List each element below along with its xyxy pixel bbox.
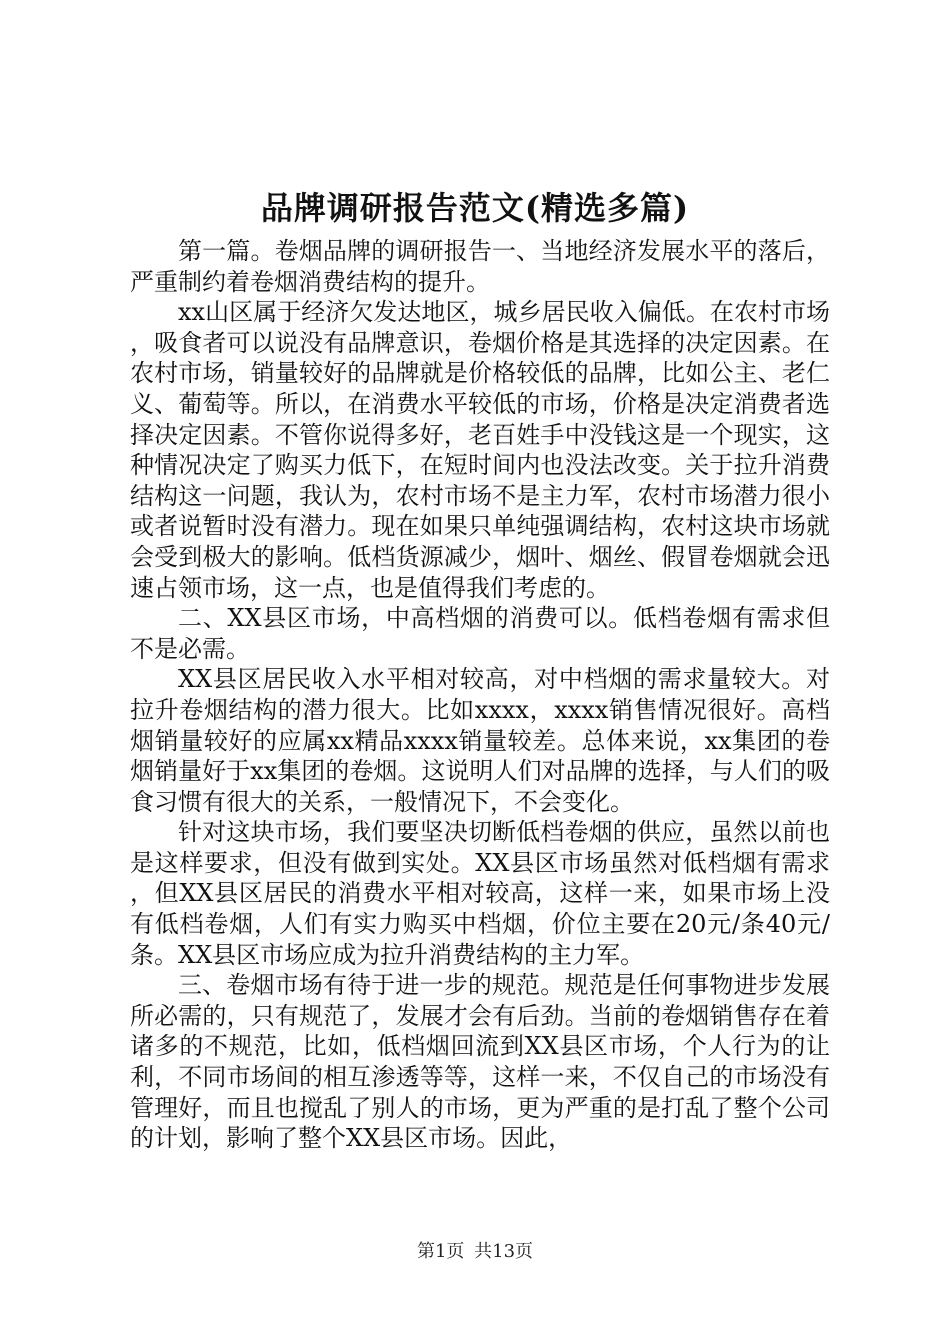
paragraph-5: 针对这块市场，我们要坚决切断低档卷烟的供应，虽然以前也是这样要求，但没有做到实处。XX县区市场虽然对低档烟有需求，但XX县区居民的消费水平相对较高，这样一来，如果市场上没有低档卷烟，人们有实力购买中档烟，价位主要在20元/条40元/条。XX县区市场应成为拉升消费结构的主力军。	[130, 818, 830, 969]
paragraph-6: 三、卷烟市场有待于进一步的规范。规范是任何事物进步发展所必需的，只有规范了，发展才会有后劲。当前的卷烟销售存在着诸多的不规范，比如，低档烟回流到XX县区市场，个人行为的让利，不同市场间的相互渗透等等，这样一来，不仅自己的市场没有管理好，而且也搅乱了别人的市场，更为严重的是打乱了整个公司的计划，影响了整个XX县区市场。因此，	[130, 971, 830, 1153]
page-total: 共13页	[474, 1241, 534, 1262]
paragraph-3: 二、XX县区市场，中高档烟的消费可以。低档卷烟有需求但不是必需。	[130, 604, 830, 663]
page-number: 第1页	[416, 1241, 465, 1262]
paragraph-4: XX县区居民收入水平相对较高，对中档烟的需求量较大。对拉升卷烟结构的潜力很大。比如xxxx，xxxx销售情况很好。高档烟销量较好的应属xx精品xxxx销量较差。总体来说，xx集团的卷烟销量好于xx集团的卷烟。这说明人们对品牌的选择，与人们的吸食习惯有很大的关系，一般情况下，不会变化。	[130, 665, 830, 816]
document-body	[130, 236, 830, 1154]
paragraph-2: xx山区属于经济欠发达地区，城乡居民收入偏低。在农村市场，吸食者可以说没有品牌意识，卷烟价格是其选择的决定因素。在农村市场，销量较好的品牌就是价格较低的品牌，比如公主、老仁义、葡萄等。所以，在消费水平较低的市场，价格是决定消费者选择决定因素。不管你说得多好，老百姓手中没钱这是一个现实，这种情况决定了购买力低下，在短时间内也没法改变。关于拉升消费结构这一问题，我认为，农村市场不是主力军，农村市场潜力很小或者说暂时没有潜力。现在如果只单纯强调结构，农村这块市场就会受到极大的影响。低档货源减少，烟叶、烟丝、假冒卷烟就会迅速占领市场，这一点，也是值得我们考虑的。	[130, 298, 830, 602]
page-footer	[0, 1240, 950, 1264]
document-title: 品牌调研报告范文(精选多篇)	[260, 189, 690, 227]
paragraph-1: 第一篇。卷烟品牌的调研报告一、当地经济发展水平的落后，严重制约着卷烟消费结构的提升。	[130, 237, 830, 296]
